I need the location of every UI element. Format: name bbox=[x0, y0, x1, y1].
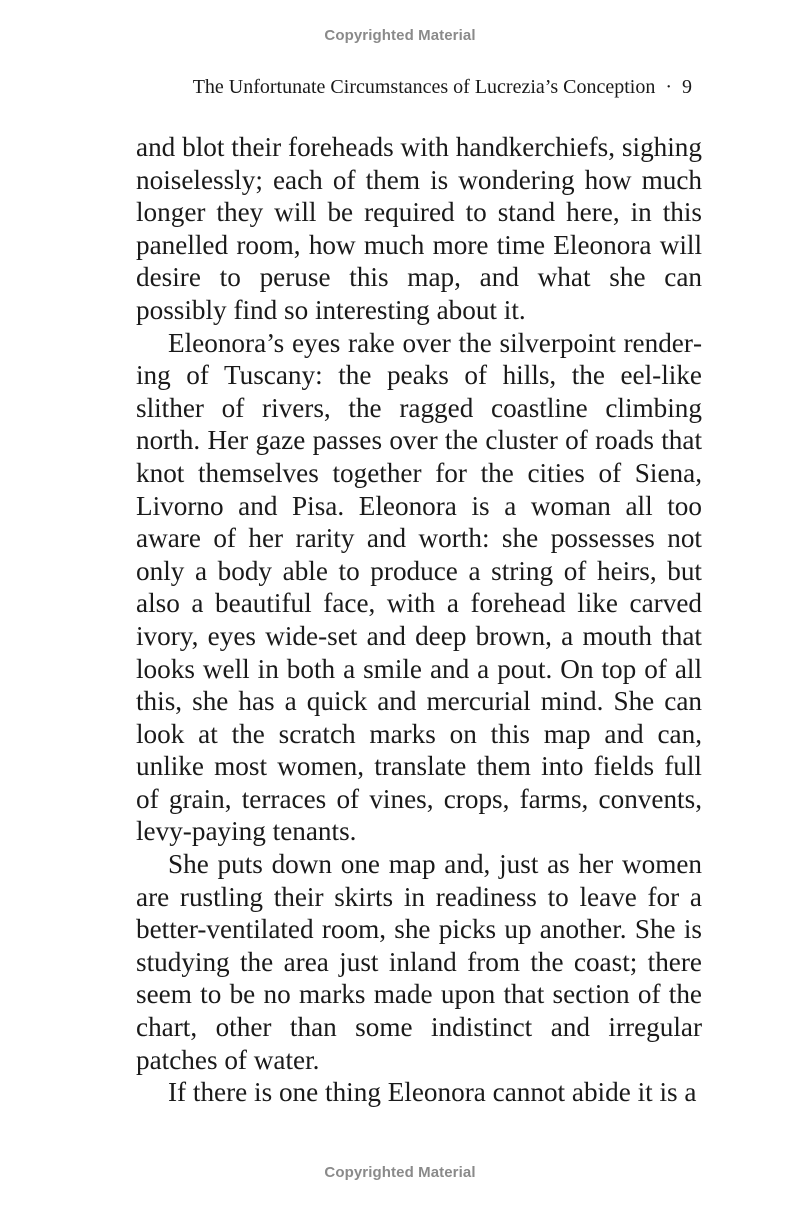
header-separator: · bbox=[665, 76, 672, 98]
paragraph-2: Eleonora’s eyes rake over the silverpoint rendering of Tuscany: the peaks of hills, the eel-like slither of rivers, the ragged coastline climbing north. Her gaze passes over the cluster of roads that knot themselves together for the cities of Siena, Livorno and Pisa. Eleonora is a woman all too aware of her rarity and worth: she possesses not only a body able to produce a string of heirs, but also a beautiful face, with a forehead like carved ivory, eyes wide-set and deep brown, a mouth that looks well in both a smile and a pout. On top of all this, she has a quick and mercurial mind. She can look at the scratch marks on this map and can, unlike most women, translate them into fields full of grain, terraces of vines, crops, farms, convents, levy-paying tenants. bbox=[136, 327, 702, 847]
running-head bbox=[193, 76, 692, 99]
chapter-title: The Unfortunate Circumstances of Lucrezia’s Conception bbox=[192, 76, 656, 98]
paragraph-1: and blot their foreheads with handkerchiefs, sighing noiselessly; each of them is wondering how much longer they will be required to stand here, in this panelled room, how much more time Eleonora will desire to peruse this map, and what she can possibly find so interesting about it. bbox=[136, 132, 702, 325]
body-text bbox=[136, 131, 702, 1109]
copyright-watermark-top: Copyrighted Material bbox=[324, 27, 476, 44]
page-number: 9 bbox=[682, 76, 692, 98]
copyright-watermark-bottom: Copyrighted Material bbox=[324, 1164, 476, 1181]
paragraph-3: She puts down one map and, just as her women are rustling their skirts in readiness to leave for a better-ventilated room, she picks up another. She is studying the area just inland from the coast; there seem to be no marks made upon that section of the chart, other than some indistinct and irregular patches of water. bbox=[136, 849, 702, 1075]
paragraph-4: If there is one thing Eleonora cannot abide it is a bbox=[168, 1077, 697, 1108]
